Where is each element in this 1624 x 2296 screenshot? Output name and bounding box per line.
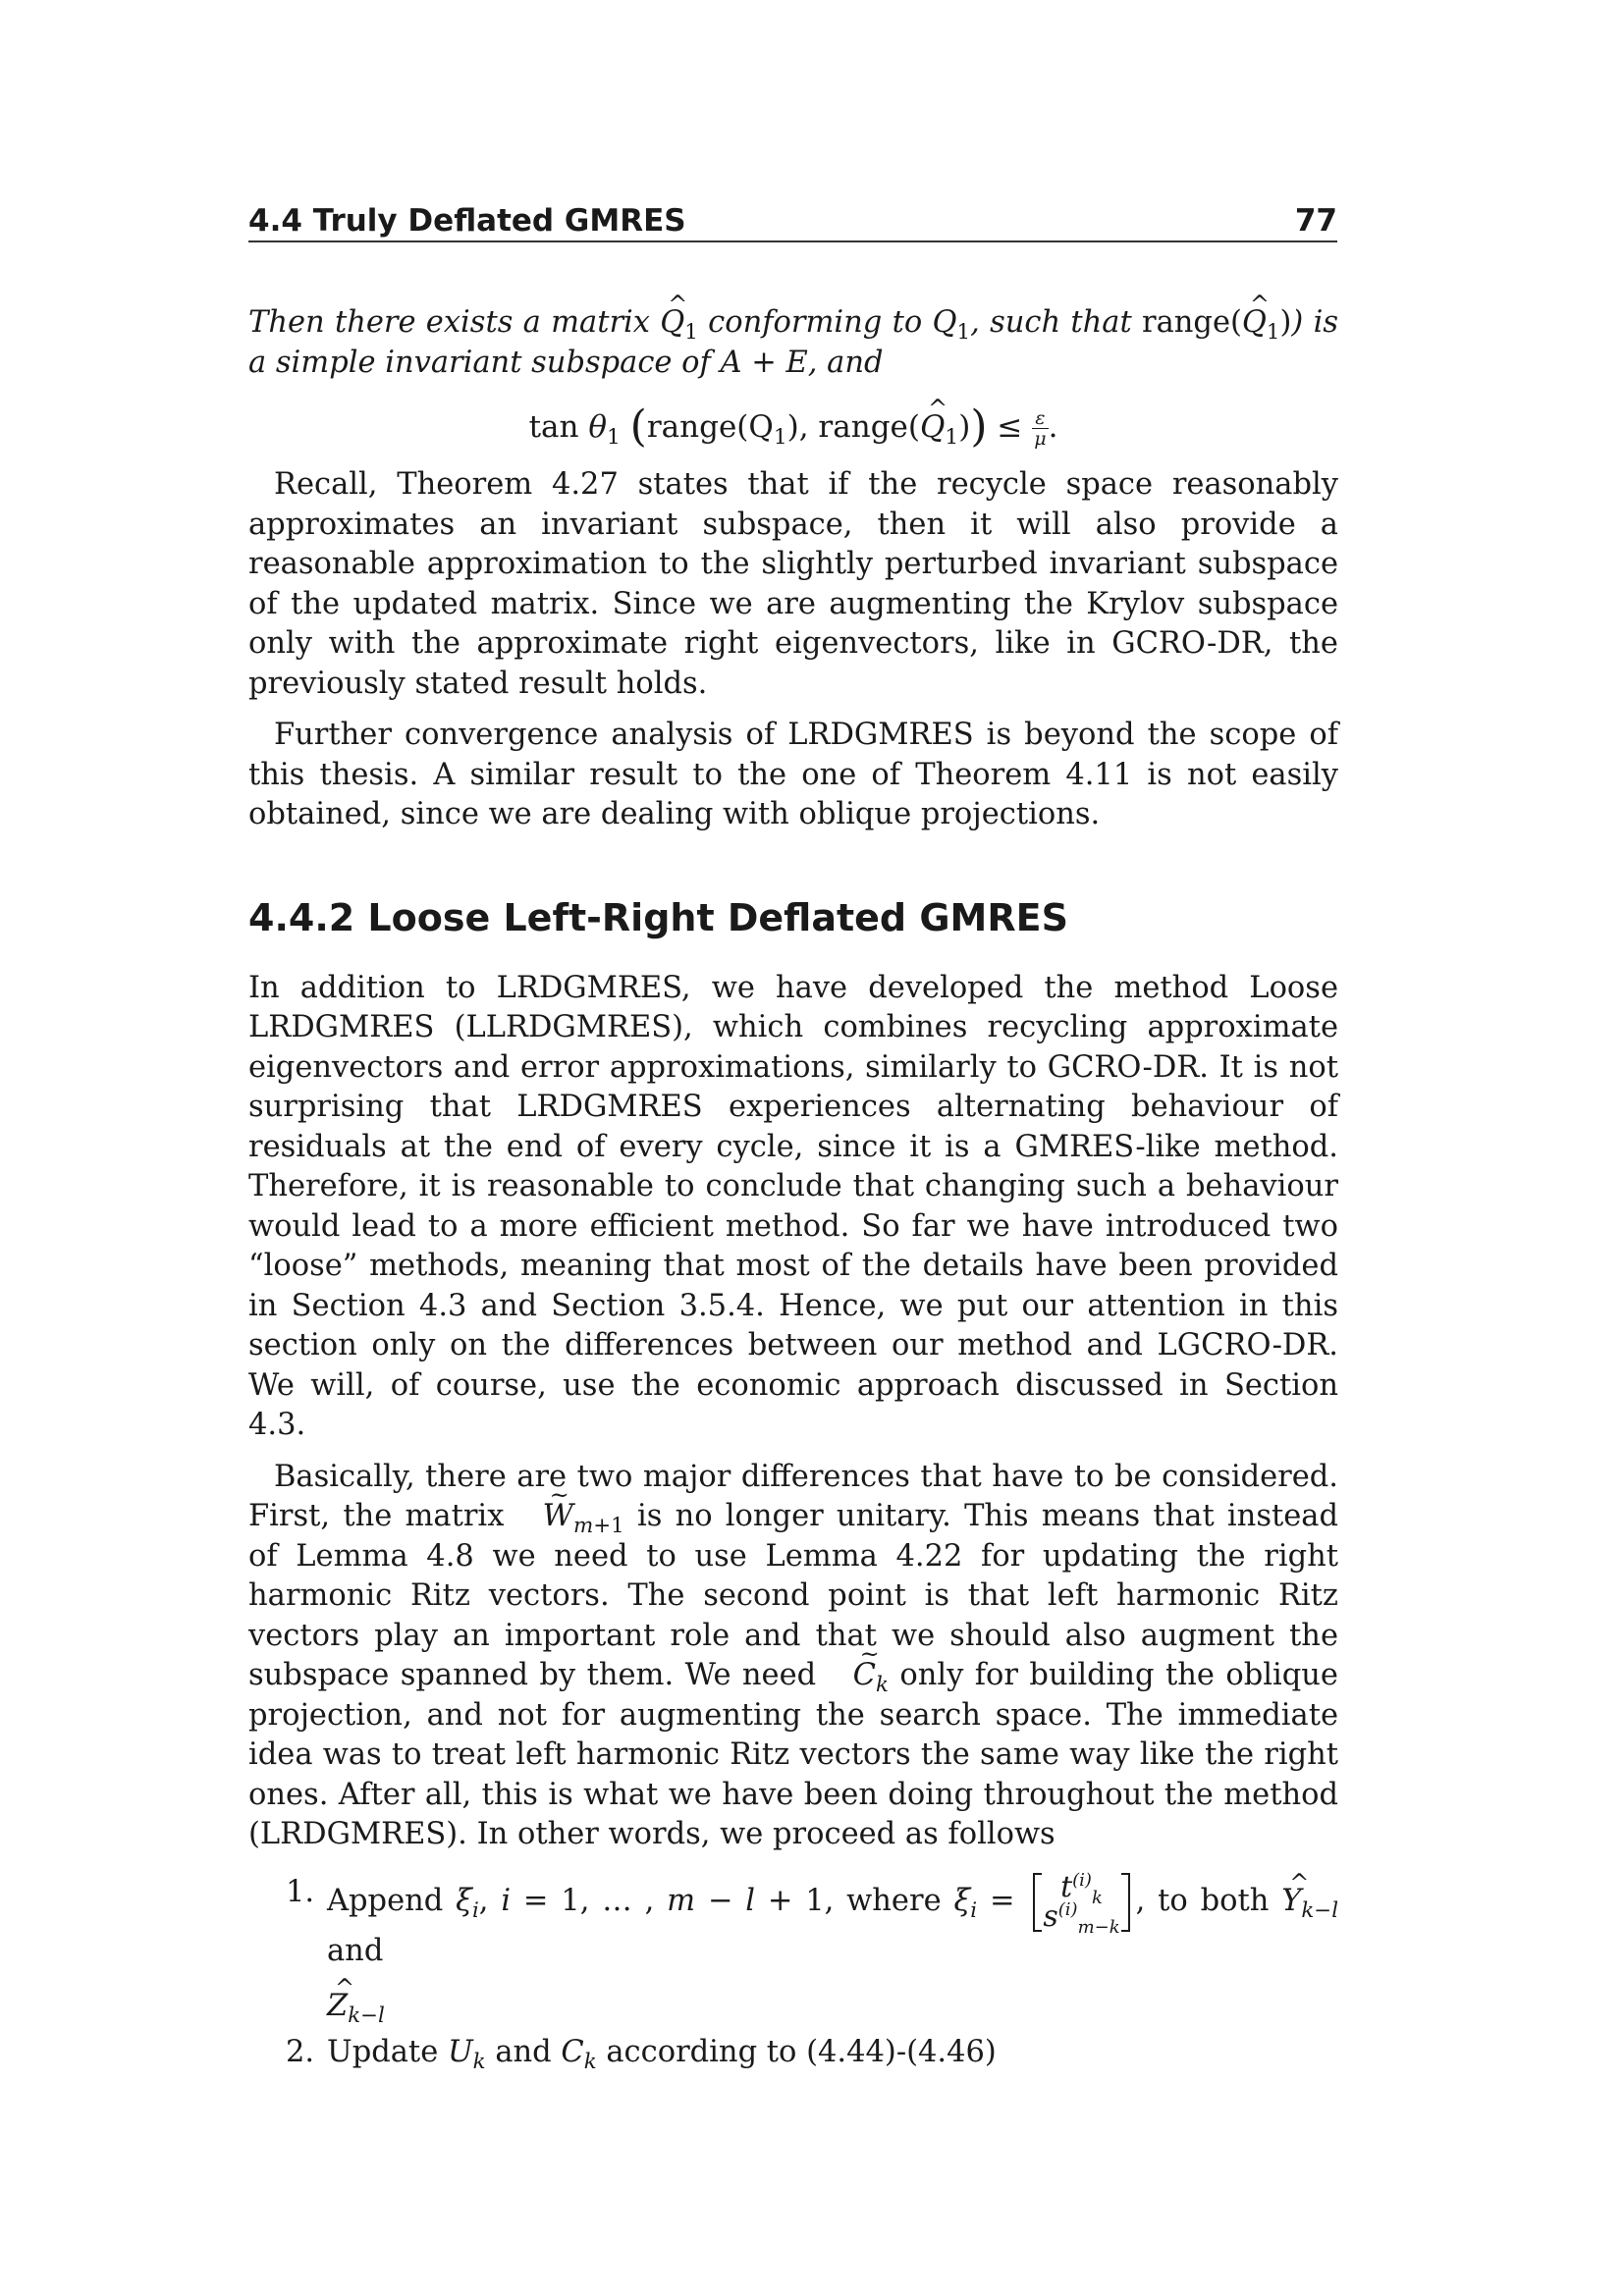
running-header (248, 201, 1337, 242)
paragraph-recall-theorem: Recall, Theorem 4.27 states that if the recycle space reasonably approximates an invariant subspace, then it will also provide a reasonable approximation to the slightly perturbed invariant subspace of the updated matrix. Since we are augmenting the Krylov subspace only with the approximate right eigenvectors, like in GCRO-DR, the previously stated result holds. (248, 467, 1338, 701)
section-heading: 4.4.2 Loose Left-Right Deflated GMRES (248, 895, 1068, 939)
list-item: 2. Update $U_k$ and $C_k$ according to (4.44)-(4.46) (286, 2034, 997, 2074)
procedure-list (248, 1869, 1339, 2074)
paragraph-major-differences: Basically, there are two major differences that have to be considered. First, the matrix ~ $W_{m+1}$ is no longer unitary. This means that instead of Lemma 4.8 we need to use Lemma 4.22 for updating the right harmonic Ritz vectors. The second point is that left harmonic Ritz vectors play an important role and that we should also augment the subspace spanned by them. We need ~ $C_k$ only for building the oblique projection, and not for augmenting the search space. The immediate idea was to treat left harmonic Ritz vectors the same way like the right ones. After all, this is what we have been doing throughout the method (LRDGMRES). In other words, we proceed as follows (248, 1458, 1338, 1855)
list-item: 1. Append $\xi_i$, i = 1, … , m − l + 1, where $\xi_i$ = $t^{(i)}_k$ $s^{(i)}_{m-k}$ , to both ^ $Y_{k-l}$ and ^ $Z_{k-l}$ (248, 1873, 1338, 2027)
page-body (248, 303, 1338, 2072)
paragraph-further-analysis: Further convergence analysis of LRDGMRES is beyond the scope of this thesis. A similar result to the one of Theorem 4.11 is not easily obtained, since we are dealing with oblique projections. (248, 718, 1338, 831)
eps-over-mu-fraction: $\frac{\varepsilon}{\mu}$ (1034, 407, 1047, 450)
header-page-number: 77 (1294, 203, 1337, 239)
display-equation: $\tan \theta_1$ ($range(Q_1)$, range(^ $Q_1$)) ≤ $\frac{\varepsilon}{\mu}$ . (248, 404, 1338, 450)
q1-hat-symbol: ^ Q (660, 303, 684, 344)
xi-vector: $t^{(i)}_k$ $s^{(i)}_{m-k}$ (1033, 1873, 1129, 1932)
paragraph-llrdgmres-intro: In addition to LRDGMRES, we have developed the method Loose LRDGMRES (LLRDGMRES), which combines recycling approximate eigenvectors and error approximations, similarly to GCRO-DR. It is not surprising that LRDGMRES experiences alternating behaviour of residuals at the end of every cycle, since it is a GMRES-like method. Therefore, it is reasonable to conclude that changing such a behaviour would lead to a more efficient method. So far we have introduced two “loose” methods, meaning that most of the details have been provided in Section 4.3 and Section 3.5.4. Hence, we put our attention in this section only on the differences between our method and LGCRO-DR. We will, of course, use the economic approach discussed in Section 4.3. (248, 970, 1338, 1442)
header-section-title: 4.4 Truly Deflated GMRES (248, 203, 686, 239)
theorem-conclusion: Then there exists a matrix ^ $Q_1$ conforming to $Q_1$, such that range(^ $Q_1$)) is a simple invariant subspace of A + E, and (248, 303, 1338, 383)
